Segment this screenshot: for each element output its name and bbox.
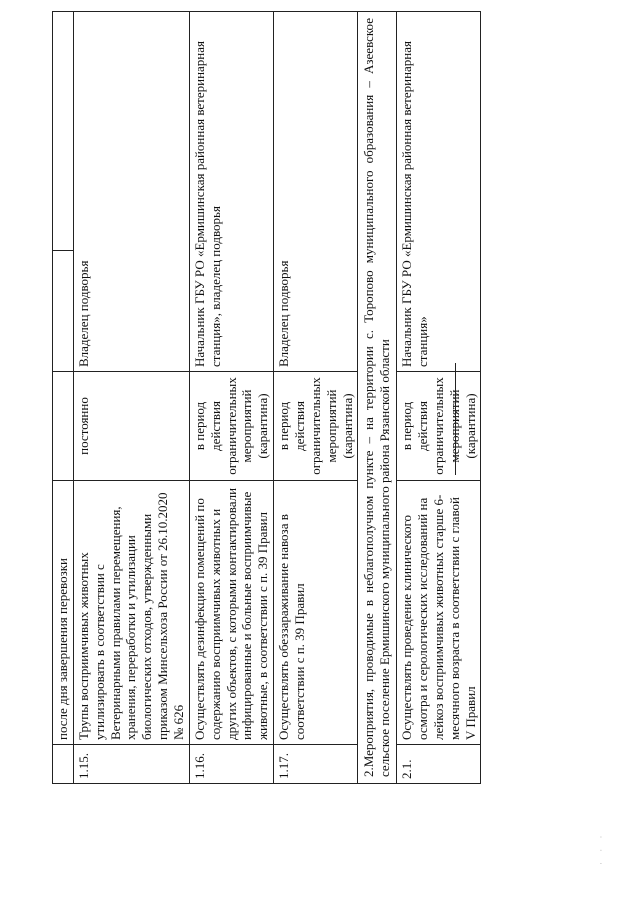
empty-cell	[53, 12, 74, 251]
responsible-cell: Владелец подворья	[73, 12, 189, 372]
responsible-cell: Владелец подворья	[274, 12, 358, 372]
period-cell	[53, 372, 74, 481]
row-number	[53, 745, 74, 784]
responsible-cell	[53, 251, 74, 372]
table-row	[73, 12, 189, 784]
measure-cell: Осуществлять проведение клинического осмотра и серологических исследований на лейкоз восприимчивых животных старше 6-месячного возраста в соответствии с главой V Правил	[397, 481, 481, 745]
measure-cell: после дня завершения перевозки	[53, 481, 74, 745]
row-number: 2.1.	[397, 745, 481, 784]
measures-table	[52, 11, 481, 784]
table-row	[274, 12, 358, 784]
table-row	[189, 12, 273, 784]
measure-cell: Осуществлять дезинфекцию помещений по содержанию восприимчивых животных и других объектов, с которыми контактировали инфицированные и больные восприимчивые животные, в соответствии с п. 39 Правил	[189, 481, 273, 745]
measure-cell: Осуществлять обеззараживание навоза в соответствии с п. 39 Правил	[274, 481, 358, 745]
period-cell: постоянно	[73, 372, 189, 481]
end-line	[455, 363, 456, 475]
period-cell: в период действия ограничительных мероприятий (карантина)	[189, 372, 273, 481]
section-heading: 2.Мероприятия, проводимые в неблагополучном пункте – на территории с. Торопово муниципального образования – Азеевское сельское поселение Ермишинского муниципального района Рязанской области	[358, 12, 397, 784]
period-cell: в период действия ограничительных мероприятий (карантина)	[397, 372, 481, 481]
table-row	[397, 12, 481, 784]
measure-cell: Трупы восприимчивых животных утилизировать в соответствии с Ветеринарными правилами перемещения, хранения, переработки и утилизации биологических отходов, утвержденными приказом Минсельхоза России от 26.10.2020 № 626	[73, 481, 189, 745]
row-number: 1.17.	[274, 745, 358, 784]
row-number: 1.16.	[189, 745, 273, 784]
row-number: 1.15.	[73, 745, 189, 784]
table-row	[53, 12, 74, 784]
period-cell: в период действия ограничительных мероприятий (карантина)	[274, 372, 358, 481]
faint-mark: · · ·	[596, 831, 606, 865]
responsible-cell: Начальник ГБУ РО «Ермишинская районная ветеринарная станция», владелец подворья	[189, 12, 273, 372]
responsible-cell: Начальник ГБУ РО «Ермишинская районная ветеринарная станция»	[397, 12, 481, 372]
section-row	[358, 12, 397, 784]
